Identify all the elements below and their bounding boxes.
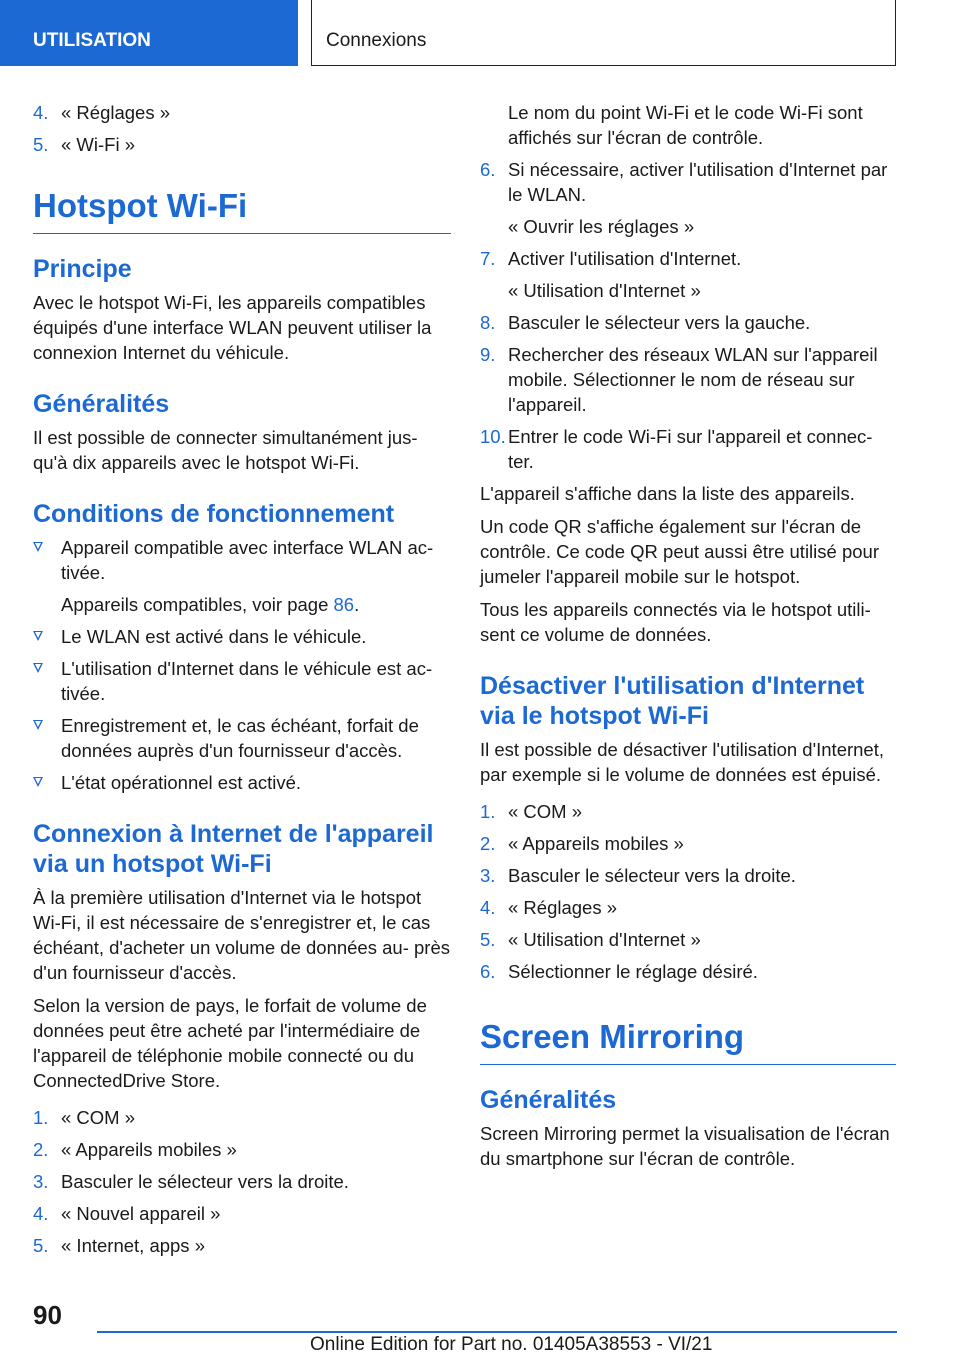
triangle-bullet-icon <box>33 663 43 673</box>
step-item: 5. « Internet, apps » <box>33 1235 205 1256</box>
step-item: 1. « COM » <box>33 1107 136 1128</box>
triangle-bullet-icon <box>33 631 43 641</box>
step-item: 2. « Appareils mobiles » <box>33 1139 237 1160</box>
list-item: 5. « Wi-Fi » <box>33 134 135 155</box>
subheading-generalites: Généralités <box>33 390 170 418</box>
triangle-bullet-icon <box>33 720 43 730</box>
bullet-subtext: Appareils compatibles, voir page 86. <box>61 594 360 615</box>
paragraph: Selon la version de pays, le forfait de volume de données peut être acheté par l'intermédiaire de l'appareil de téléphonie mobile connecté ou du ConnectedDrive Store. <box>33 995 427 1091</box>
step-item: 8. Basculer le sélecteur vers la gauche. <box>480 312 811 333</box>
subheading-conditions: Conditions de fonctionnement <box>33 500 395 528</box>
step-item: 5. « Utilisation d'Internet » <box>480 929 701 950</box>
bullet-item: L'état opérationnel est activé. <box>33 770 451 795</box>
footer-edition: Online Edition for Part no. 01405A38553 - VI/21 <box>310 1334 713 1355</box>
step-item: 10. Entrer le code Wi-Fi sur l'appareil et connec‐ ter. <box>480 426 873 472</box>
paragraph: Avec le hotspot Wi-Fi, les appareils compatibles équipés d'une interface WLAN peuvent utiliser la connexion Internet du véhicule. <box>33 292 432 363</box>
paragraph: Il est possible de connecter simultanément jus‐ qu'à dix appareils avec le hotspot Wi-Fi. <box>33 427 418 473</box>
step-subtext: « Ouvrir les réglages » <box>508 216 695 237</box>
paragraph: Screen Mirroring permet la visualisation de l'écran du smartphone sur l'écran de contrôle. <box>480 1123 890 1169</box>
step-item: 6. Si nécessaire, activer l'utilisation d'Internet par le WLAN. <box>480 159 888 205</box>
bullet-item: Enregistrement et, le cas échéant, forfait de données auprès d'un fournisseur d'accès. <box>33 713 451 763</box>
step-item: 7. Activer l'utilisation d'Internet. <box>480 248 742 269</box>
step-item: 2. « Appareils mobiles » <box>480 833 684 854</box>
subheading-principe: Principe <box>33 255 132 283</box>
triangle-bullet-icon <box>33 542 43 552</box>
left-column <box>33 100 451 1265</box>
paragraph: À la première utilisation d'Internet via le hotspot Wi-Fi, il est nécessaire de s'enregistrer et, le cas échéant, d'acheter un volume de données au‐ près d'un fournisseur d'accès. <box>33 887 450 983</box>
bullet-item: Le WLAN est activé dans le véhicule. <box>33 624 451 649</box>
right-column <box>480 100 896 1179</box>
subheading-desactiver: Désactiver l'utilisation d'Internet via le hotspot Wi-Fi <box>480 672 865 730</box>
step-item: 3. Basculer le sélecteur vers la droite. <box>480 865 796 886</box>
bullet-item: L'utilisation d'Internet dans le véhicule est ac‐ tivée. <box>33 656 451 706</box>
page-link[interactable]: 86 <box>333 594 355 615</box>
subheading-generalites: Généralités <box>480 1086 617 1114</box>
section-tab: UTILISATION <box>0 0 298 66</box>
paragraph: Tous les appareils connectés via le hotspot utili‐ sent ce volume de données. <box>480 599 871 645</box>
list-item: 4. « Réglages » <box>33 102 171 123</box>
chapter-title: Connexions <box>311 0 896 66</box>
triangle-bullet-icon <box>33 777 43 787</box>
step-item: 4. « Nouvel appareil » <box>33 1203 221 1224</box>
paragraph: Un code QR s'affiche également sur l'écran de contrôle. Ce code QR peut aussi être utilisé pour jumeler l'appareil mobile sur le hotspot. <box>480 516 879 587</box>
step-item: 3. Basculer le sélecteur vers la droite. <box>33 1171 349 1192</box>
subheading-connexion: Connexion à Internet de l'appareil via un hotspot Wi-Fi <box>33 820 434 878</box>
step-continuation: Le nom du point Wi-Fi et le code Wi-Fi sont affichés sur l'écran de contrôle. <box>508 102 863 148</box>
paragraph: L'appareil s'affiche dans la liste des appareils. <box>480 483 855 504</box>
section-heading-hotspot: Hotspot Wi-Fi <box>33 187 451 234</box>
step-item: 4. « Réglages » <box>480 897 618 918</box>
step-item: 9. Rechercher des réseaux WLAN sur l'appareil mobile. Sélectionner le nom de réseau sur l'appareil. <box>480 344 878 415</box>
step-item: 1. « COM » <box>480 801 583 822</box>
bullet-item: Appareil compatible avec interface WLAN ac‐ tivée. <box>33 535 451 585</box>
paragraph: Il est possible de désactiver l'utilisation d'Internet, par exemple si le volume de données est épuisé. <box>480 739 885 785</box>
page-header <box>0 0 960 66</box>
footer-divider <box>97 1331 897 1333</box>
step-item: 6. Sélectionner le réglage désiré. <box>480 961 758 982</box>
section-heading-screen-mirroring: Screen Mirroring <box>480 1018 896 1065</box>
page-number: 90 <box>33 1300 62 1330</box>
step-subtext: « Utilisation d'Internet » <box>508 280 701 301</box>
